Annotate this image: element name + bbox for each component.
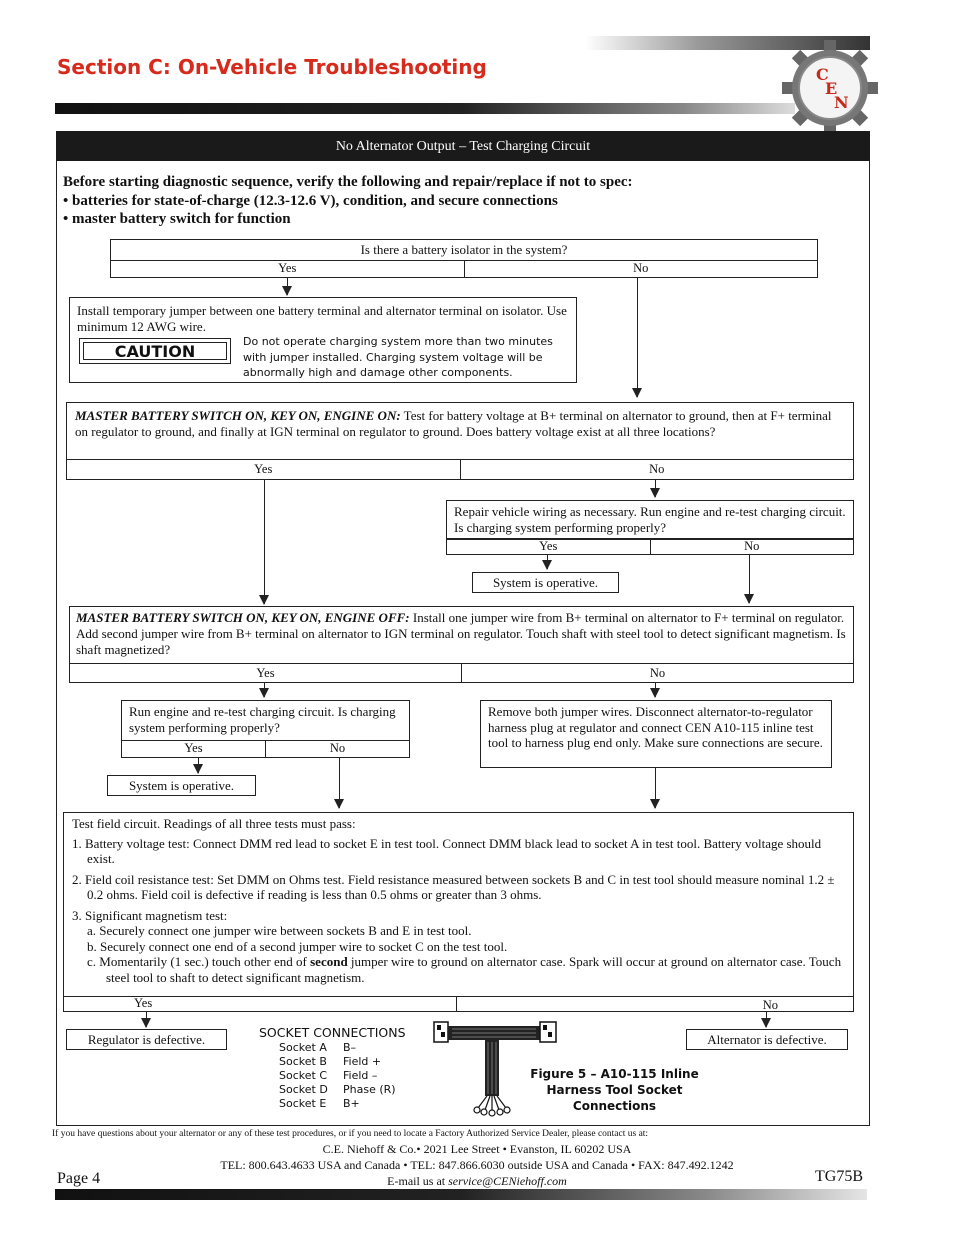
field-test-item-3: 3. Significant magnetism test: [72, 907, 228, 923]
repair-wiring-answers [446, 538, 854, 555]
cen-gear-logo [780, 38, 880, 138]
arrow [339, 758, 340, 808]
arrow [655, 683, 656, 697]
arrow [198, 758, 199, 773]
system-operative-2: System is operative. [107, 775, 256, 796]
email-line: E-mail us at service@CENiehoff.com [387, 1174, 567, 1188]
arrow [264, 480, 265, 604]
arrow [287, 278, 288, 295]
arrow [655, 768, 656, 808]
run-engine-retest: Run engine and re-test charging circuit. Is charging system performing properly? [121, 700, 410, 741]
socket-row: Socket B Field + [279, 1055, 382, 1068]
field-test-item-3c: c. Momentarily (1 sec.) touch other end of second jumper wire to ground on alternator case. Spark will occur at ground on alternator case. Touch steel tool to shaft to detect significant magnetism. [87, 954, 842, 985]
page-number: Page 4 [57, 1170, 101, 1187]
field-test-item-3a: a. Securely connect one jumper wire between sockets B and E in test tool. [87, 923, 472, 938]
yes-label: Yes [256, 666, 275, 680]
socket-row: Socket A B– [279, 1041, 357, 1054]
isolator-answers [110, 260, 818, 278]
svg-text:C: C [816, 65, 829, 84]
caution-label: CAUTION [79, 338, 231, 364]
caution-text: Do not operate charging system more than two minutes with jumper installed. Charging system voltage will be abnormally high and damage other components. [243, 335, 553, 379]
arrow [547, 555, 548, 569]
socket-table [279, 1041, 396, 1111]
run-engine-answers [121, 740, 410, 758]
arrow [146, 1012, 147, 1027]
arrow [264, 683, 265, 697]
no-label: No [650, 539, 854, 554]
contact-note: If you have questions about your alternator or any of these test procedures, or if you need to locate a Factory Authorized Service Dealer, please contact us at: [52, 1129, 649, 1139]
regulator-defective: Regulator is defective. [66, 1029, 227, 1050]
system-operative-1: System is operative. [472, 572, 619, 593]
socket-row: Socket D Phase (R) [279, 1083, 396, 1096]
intro-lead: Before starting diagnostic sequence, verify the following and repair/replace if not to spec: [63, 174, 633, 190]
banner: No Alternator Output – Test Charging Circuit [56, 131, 870, 161]
no-label: No [265, 741, 409, 757]
yes-label: Yes [134, 996, 153, 1010]
field-test-intro: Test field circuit. Readings of all three tests must pass: [72, 816, 356, 831]
section-title: Section C: On-Vehicle Troubleshooting [57, 55, 487, 79]
arrow [766, 1012, 767, 1027]
no-label: No [464, 261, 818, 277]
intro-bullet: • batteries for state-of-charge (12.3-12.6 V), condition, and secure connections [63, 192, 558, 209]
field-test-item-3b: b. Securely connect one end of a second jumper wire to socket C on the test tool. [87, 938, 508, 954]
engine-on-test [66, 402, 854, 460]
jumper-instructions [69, 297, 577, 383]
intro-bullet: • master battery switch for function [63, 211, 291, 227]
remove-jumpers: Remove both jumper wires. Disconnect alternator-to-regulator harness plug at regulator and connect CEN A10-115 inline test tool to harness plug end only. Make sure connections are secure. [480, 700, 832, 768]
alternator-defective: Alternator is defective. [686, 1029, 848, 1050]
engine-on-lead: MASTER BATTERY SWITCH ON, KEY ON, ENGINE ON: [75, 408, 401, 423]
socket-row: Socket E B+ [279, 1097, 360, 1110]
engine-off-text: Install one jumper wire from B+ terminal on alternator to F+ terminal on regulator. Add second jumper wire from B+ terminal on alternator to IGN terminal on regulator. Touch shaft with steel tool to detect significant magnetism. Is shaft magnetized? [76, 610, 846, 657]
isolator-question: Is there a battery isolator in the system? [110, 239, 818, 261]
socket-connections-title: SOCKET CONNECTIONS [259, 1025, 406, 1040]
field-test-item-2: 2. Field coil resistance test: Set DMM on Ohms test. Field resistance measured between sockets B and C in test tool should measure nominal 1.2 ± 0.2 ohms. Field coil is defective if reading is less than 0.5 ohms or greater than 3 ohms. [72, 871, 835, 902]
address: C.E. Niehoff & Co.• 2021 Lee Street • Evanston, IL 60202 USA [322, 1142, 632, 1156]
engine-on-text: Test for battery voltage at B+ terminal on alternator to ground, then at F+ terminal on regulator to ground, and finally at IGN terminal on regulator to ground. Does battery voltage exist at all three locations? [75, 408, 832, 439]
footer-rule [55, 1189, 867, 1200]
doc-id: TG75B [815, 1168, 863, 1185]
repair-wiring: Repair vehicle wiring as necessary. Run engine and re-test charging circuit. Is charging system performing properly? [446, 500, 854, 540]
yes-label: Yes [539, 539, 558, 553]
arrow [655, 480, 656, 497]
arrow [637, 278, 638, 397]
intro-block [63, 173, 863, 229]
email-link[interactable]: service@CENiehoff.com [448, 1174, 567, 1188]
no-label: No [461, 664, 853, 682]
engine-off-lead: MASTER BATTERY SWITCH ON, KEY ON, ENGINE OFF: [76, 610, 410, 625]
no-label: No [456, 997, 854, 1011]
arrow [749, 555, 750, 603]
no-label: No [460, 460, 854, 479]
figure-caption: Figure 5 – A10-115 Inline Harness Tool Socket Connections [530, 1067, 699, 1113]
socket-row: Socket C Field – [279, 1069, 378, 1082]
phones: TEL: 800.643.4633 USA and Canada • TEL: 847.866.6030 outside USA and Canada • FAX: 847.492.1242 [220, 1158, 734, 1172]
engine-off-test [69, 606, 854, 664]
svg-text:N: N [834, 93, 849, 112]
field-test-answers [63, 996, 854, 1012]
yes-label: Yes [254, 462, 273, 476]
engine-off-answers [69, 663, 854, 683]
yes-label: Yes [184, 741, 203, 755]
yes-label: Yes [278, 261, 297, 275]
jumper-text: Install temporary jumper between one battery terminal and alternator terminal on isolator. Use minimum 12 AWG wire. [77, 303, 567, 334]
header-rule [55, 103, 795, 114]
field-circuit-test [63, 812, 854, 997]
field-test-item-1: 1. Battery voltage test: Connect DMM red lead to socket E in test tool. Connect DMM black lead to socket A in test tool. Battery voltage should exist. [72, 835, 822, 866]
svg-text:E: E [825, 79, 838, 98]
engine-on-answers [66, 459, 854, 480]
